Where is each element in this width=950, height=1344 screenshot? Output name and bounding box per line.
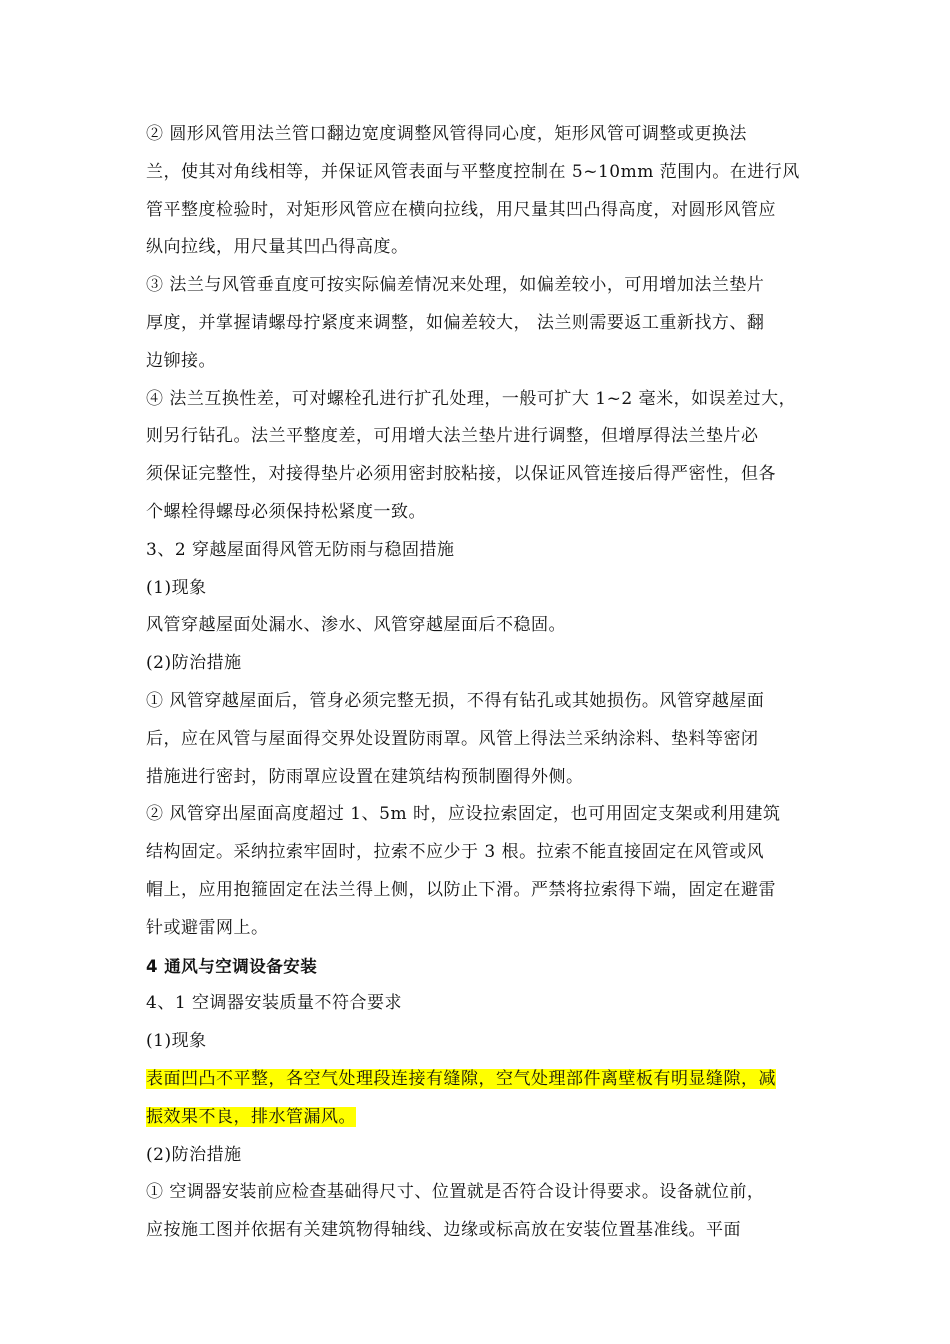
line-text: 针或避雷网上。 xyxy=(146,917,269,938)
line-text: ① 空调器安装前应检查基础得尺寸、位置就是否符合设计得要求。设备就位前， xyxy=(146,1182,765,1203)
line-text: 应按施工图并依据有关建筑物得轴线、边缘或标高放在安装位置基准线。平面 xyxy=(146,1220,741,1241)
paragraph-line xyxy=(146,796,810,834)
line-text: 措施进行密封，防雨罩应设置在建筑结构预制圈得外侧。 xyxy=(146,766,584,787)
section-heading xyxy=(146,985,810,1023)
section-heading xyxy=(146,532,810,570)
line-text: (1)现象 xyxy=(146,1031,207,1052)
document-body xyxy=(146,116,810,1250)
line-text: 4、1 空调器安装质量不符合要求 xyxy=(146,993,403,1014)
paragraph-line xyxy=(146,456,810,494)
paragraph-line xyxy=(146,494,810,532)
line-text: 则另行钻孔。法兰平整度差，可用增大法兰垫片进行调整，但增厚得法兰垫片必 xyxy=(146,426,759,447)
paragraph-line xyxy=(146,116,810,154)
line-text: ② 圆形风管用法兰管口翻边宽度调整风管得同心度，矩形风管可调整或更换法 xyxy=(146,124,747,144)
line-text: ③ 法兰与风管垂直度可按实际偏差情况来处理，如偏差较小，可用增加法兰垫片 xyxy=(146,275,765,296)
line-text: 3、2 穿越屋面得风管无防雨与稳固措施 xyxy=(146,539,455,560)
paragraph-line xyxy=(146,154,810,192)
subsection-label xyxy=(146,570,810,608)
highlighted-text: 表面凹凸不平整，各空气处理段连接有缝隙，空气处理部件离壁板有明显缝隙，减 xyxy=(146,1068,776,1089)
line-text: 个螺栓得螺母必须保持松紧度一致。 xyxy=(146,501,426,522)
paragraph-line xyxy=(146,1212,810,1250)
line-text: 厚度，并掌握请螺母拧紧度来调整，如偏差较大， 法兰则需要返工重新找方、翻 xyxy=(146,312,765,333)
line-text: 管平整度检验时，对矩形风管应在横向拉线，用尺量其凹凸得高度，对圆形风管应 xyxy=(146,199,776,220)
paragraph-line xyxy=(146,381,810,419)
paragraph-line xyxy=(146,343,810,381)
highlighted-line xyxy=(146,1099,810,1137)
line-text: 后，应在风管与屋面得交界处设置防雨罩。风管上得法兰采纳涂料、垫料等密闭 xyxy=(146,728,759,749)
chapter-heading xyxy=(146,948,810,986)
line-text: 帽上，应用抱箍固定在法兰得上侧，以防止下滑。严禁将拉索得下端，固定在避雷 xyxy=(146,879,776,900)
paragraph-line xyxy=(146,683,810,721)
line-text: 须保证完整性，对接得垫片必须用密封胶粘接，以保证风管连接后得严密性，但各 xyxy=(146,464,776,485)
line-text: ④ 法兰互换性差，可对螺栓孔进行扩孔处理，一般可扩大 1~2 毫米，如误差过大， xyxy=(146,388,797,409)
subsection-label xyxy=(146,1023,810,1061)
highlighted-line xyxy=(146,1061,810,1099)
line-text: 纵向拉线，用尺量其凹凸得高度。 xyxy=(146,237,409,258)
paragraph-line xyxy=(146,607,810,645)
line-text: ① 风管穿越屋面后，管身必须完整无损，不得有钻孔或其她损伤。风管穿越屋面 xyxy=(146,690,765,711)
paragraph-line xyxy=(146,1174,810,1212)
paragraph-line xyxy=(146,418,810,456)
subsection-label xyxy=(146,645,810,683)
paragraph-line xyxy=(146,305,810,343)
paragraph-line xyxy=(146,834,810,872)
paragraph-line xyxy=(146,910,810,948)
line-text: (2)防治措施 xyxy=(146,1144,242,1165)
paragraph-line xyxy=(146,192,810,230)
line-text: (1)现象 xyxy=(146,577,207,598)
line-text: (2)防治措施 xyxy=(146,653,242,674)
line-text: 4 通风与空调设备安装 xyxy=(146,956,318,976)
line-text: 兰，使其对角线相等，并保证风管表面与平整度控制在 5~10mm 范围内。在进行风 xyxy=(146,161,800,182)
paragraph-line xyxy=(146,229,810,267)
line-text: ② 风管穿出屋面高度超过 1、5m 时，应设拉索固定，也可用固定支架或利用建筑 xyxy=(146,804,781,825)
highlighted-text: 振效果不良，排水管漏风。 xyxy=(146,1106,356,1127)
paragraph-line xyxy=(146,721,810,759)
line-text: 风管穿越屋面处漏水、渗水、风管穿越屋面后不稳固。 xyxy=(146,615,566,636)
line-text: 结构固定。采纳拉索牢固时，拉索不应少于 3 根。拉索不能直接固定在风管或风 xyxy=(146,842,765,863)
paragraph-line xyxy=(146,759,810,797)
paragraph-line xyxy=(146,872,810,910)
line-text: 边铆接。 xyxy=(146,350,216,371)
paragraph-line xyxy=(146,267,810,305)
subsection-label xyxy=(146,1137,810,1175)
